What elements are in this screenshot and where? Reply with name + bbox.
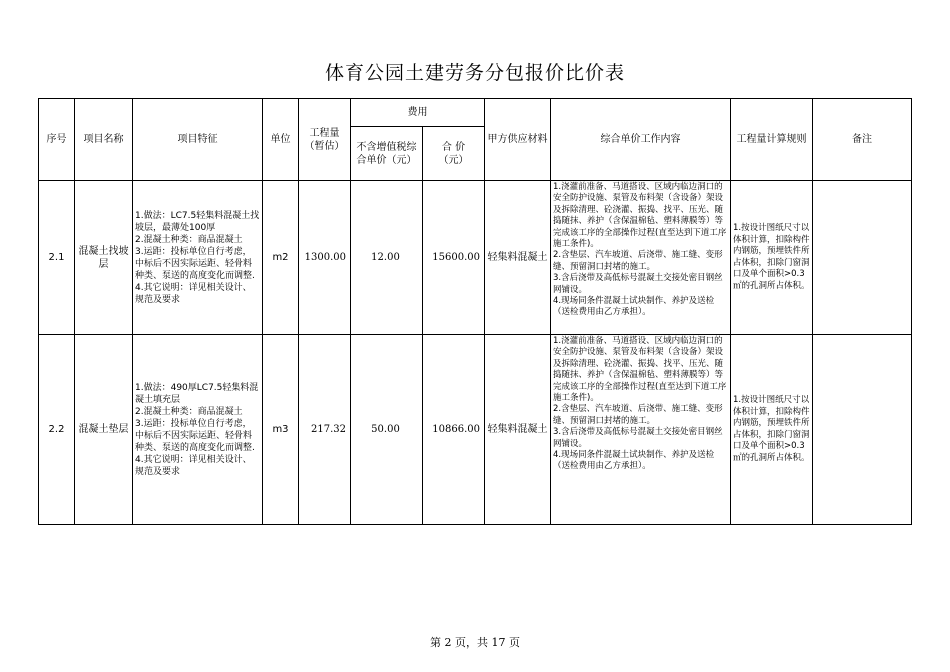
header-name: 项目名称 [75,99,133,181]
row-remark [813,335,912,525]
row-work [551,335,731,525]
feature-line: 3.运距：投标单位自行考虑，中标后不因实际运距、轻骨料种类、泵送的高度变化而调整. [135,418,255,453]
work-line: 3.含后浇带及高低标号混凝土交接处密目钢丝网铺设。 [553,427,723,449]
row-features [133,335,263,525]
feature-line: 2.混凝土种类：商品混凝土 [135,406,243,417]
feature-line: 1.做法：LC7.5轻集料混凝土找坡层，最薄处100厚 [135,210,260,233]
work-line: 1.浇灌前准备、马道搭设、区域内临边洞口的安全防护设施、泵管及布料架（含设备）架设及拆除清理、砼浇灌、振捣、找平、压光、随捣随抹、养护（含保温棉毡、塑料薄膜等）等完成该工序的全部操作过程(直至达到下道工序施工条件)。 [553,336,727,404]
row-qty: 217.32 [299,335,351,525]
row-total: 10866.00 [423,335,485,525]
work-line: 4.现场同条件混凝土试块制作、养护及送检（送检费用由乙方承担）。 [553,450,715,472]
work-line: 1.浇灌前准备、马道搭设、区域内临边洞口的安全防护设施、泵管及布料架（含设备）架设及拆除清理、砼浇灌、振捣、找平、压光、随捣随抹、养护（含保温棉毡、塑料薄膜等）等完成该工序的全部操作过程(直至达到下道工序施工条件)。 [553,182,727,250]
row-rule: 1.按设计图纸尺寸以体积计算，扣除构件内钢筋，预埋铁件所占体积，扣除门窗洞口及单个面积>0.3㎡的孔洞所占体积。 [731,181,813,335]
table-row [39,181,912,335]
row-unit: m2 [263,181,299,335]
header-feature: 项目特征 [133,99,263,181]
row-name: 混凝土垫层 [75,335,133,525]
work-line: 3.含后浇带及高低标号混凝土交接处密目钢丝网铺设。 [553,273,723,295]
row-supply: 轻集料混凝土 [485,335,551,525]
table-row [39,335,912,525]
work-line: 2.含垫层、汽车坡道、后浇带、施工缝、变形缝、预留洞口封堵的施工。 [553,404,723,426]
header-total-line1: 合 价 [441,141,466,153]
page-title: 体育公园土建劳务分包报价比价表 [324,62,625,84]
feature-line: 4.其它说明：详见相关设计、规范及要求 [135,454,252,477]
row-remark [813,181,912,335]
header-remark: 备注 [813,99,912,181]
header-row [39,99,912,127]
header-work: 综合单价工作内容 [551,99,731,181]
work-line: 4.现场同条件混凝土试块制作、养护及送检（送检费用由乙方承担）。 [553,296,715,318]
row-total: 15600.00 [423,181,485,335]
row-features [133,181,263,335]
header-qty [299,99,351,181]
row-qty: 1300.00 [299,181,351,335]
header-supply: 甲方供应材料 [485,99,551,181]
header-rule: 工程量计算规则 [731,99,813,181]
page-footer: 第 2 页，共 17 页 [430,636,520,649]
header-seq: 序号 [39,99,75,181]
row-supply: 轻集料混凝土 [485,181,551,335]
row-seq: 2.2 [39,335,75,525]
header-qty-line1: 工程量 [309,127,340,139]
header-unit: 单位 [263,99,299,181]
quote-table [38,98,912,525]
feature-line: 1.做法：490厚LC7.5轻集料混凝土填充层 [135,382,259,405]
feature-line: 2.混凝土种类：商品混凝土 [135,234,243,245]
header-qty-line2: （暂估） [304,140,345,152]
row-name: 混凝土找坡层 [75,181,133,335]
row-work [551,181,731,335]
row-rule: 1.按设计图纸尺寸以体积计算，扣除构件内钢筋，预埋铁件所占体积，扣除门窗洞口及单个面积>0.3㎡的孔洞所占体积。 [731,335,813,525]
header-unit-price: 不含增值税综合单价（元） [351,127,423,181]
row-seq: 2.1 [39,181,75,335]
row-unit: m3 [263,335,299,525]
feature-line: 3.运距：投标单位自行考虑，中标后不因实际运距、轻骨料种类、泵送的高度变化而调整. [135,246,255,281]
work-line: 2.含垫层、汽车坡道、后浇带、施工缝、变形缝、预留洞口封堵的施工。 [553,250,723,272]
header-total-line2: （元） [438,154,469,166]
feature-line: 4.其它说明：详见相关设计、规范及要求 [135,282,252,305]
header-total [423,127,485,181]
row-unit-price: 12.00 [351,181,423,335]
row-unit-price: 50.00 [351,335,423,525]
header-fee: 费用 [351,99,485,127]
